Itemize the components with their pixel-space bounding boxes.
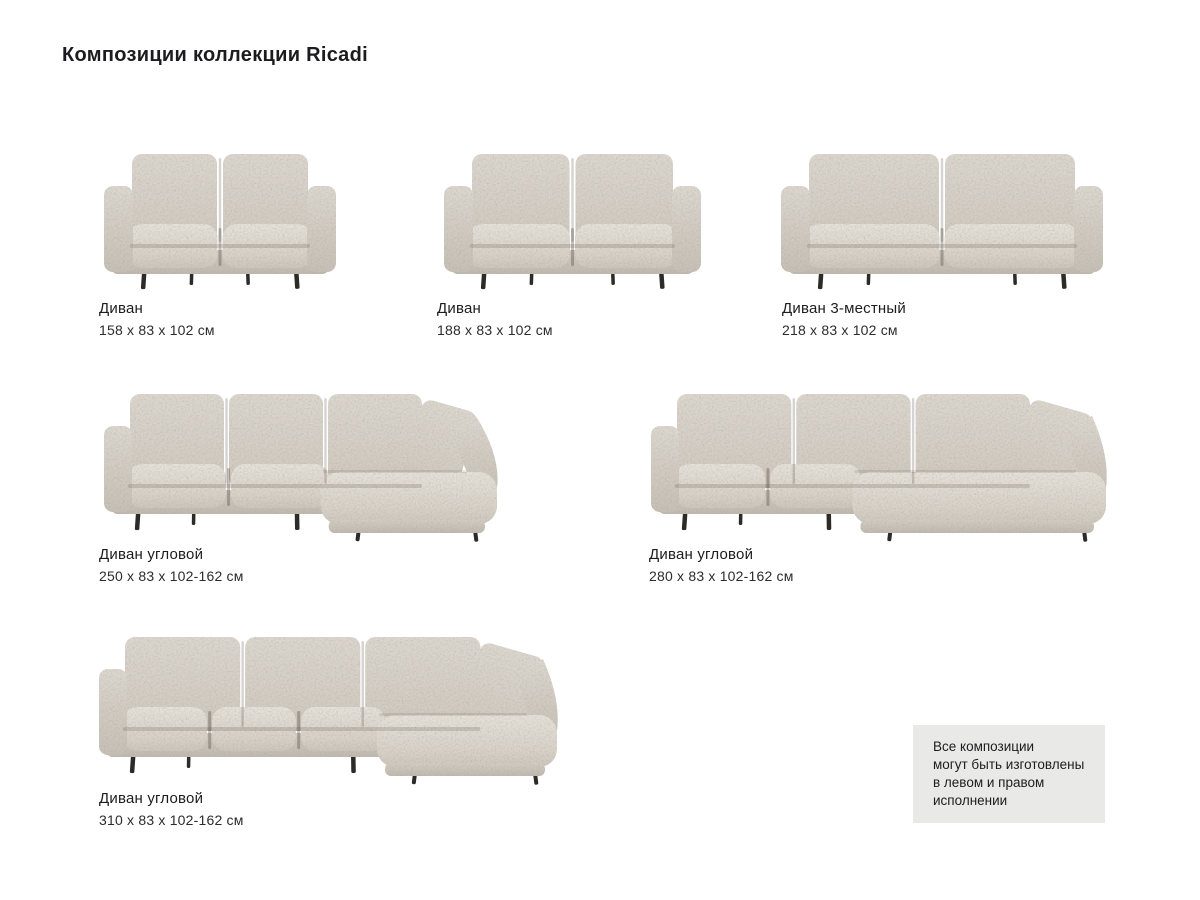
product-label xyxy=(649,546,794,584)
product-name: Диван xyxy=(437,300,481,317)
product-name: Диван угловой xyxy=(99,546,204,563)
page-title: Композиции коллекции Ricadi xyxy=(62,44,368,66)
product-dimensions: 250 x 83 x 102-162 см xyxy=(99,568,244,584)
sofa-image-280-corner xyxy=(647,390,1114,542)
product-label xyxy=(782,300,906,338)
product-dimensions: 188 x 83 x 102 см xyxy=(437,322,553,338)
product-name: Диван угловой xyxy=(649,546,754,563)
product-name: Диван 3-местный xyxy=(782,300,906,317)
product-label xyxy=(99,546,244,584)
note-text-line: в левом и правом xyxy=(933,775,1045,790)
product-dimensions: 280 x 83 x 102-162 см xyxy=(649,568,794,584)
product-dimensions: 158 x 83 x 102 см xyxy=(99,322,215,338)
product-name: Диван угловой xyxy=(99,790,204,807)
note-text-line: могут быть изготовлены xyxy=(933,757,1085,772)
product-label xyxy=(99,790,244,828)
sofa-image-158 xyxy=(100,150,340,290)
note-box xyxy=(913,725,1105,823)
product-dimensions: 218 x 83 x 102 см xyxy=(782,322,898,338)
sofa-image-310-corner xyxy=(95,633,565,785)
product-label xyxy=(437,300,553,338)
sofa-image-188 xyxy=(440,150,705,290)
product-dimensions: 310 x 83 x 102-162 см xyxy=(99,812,244,828)
note-text-line: исполнении xyxy=(933,793,1008,808)
product-name: Диван xyxy=(99,300,143,317)
sofa-image-250-corner xyxy=(100,390,505,542)
sofa-image-218 xyxy=(777,150,1107,290)
note-text-line: Все композиции xyxy=(933,739,1035,754)
product-label xyxy=(99,300,215,338)
